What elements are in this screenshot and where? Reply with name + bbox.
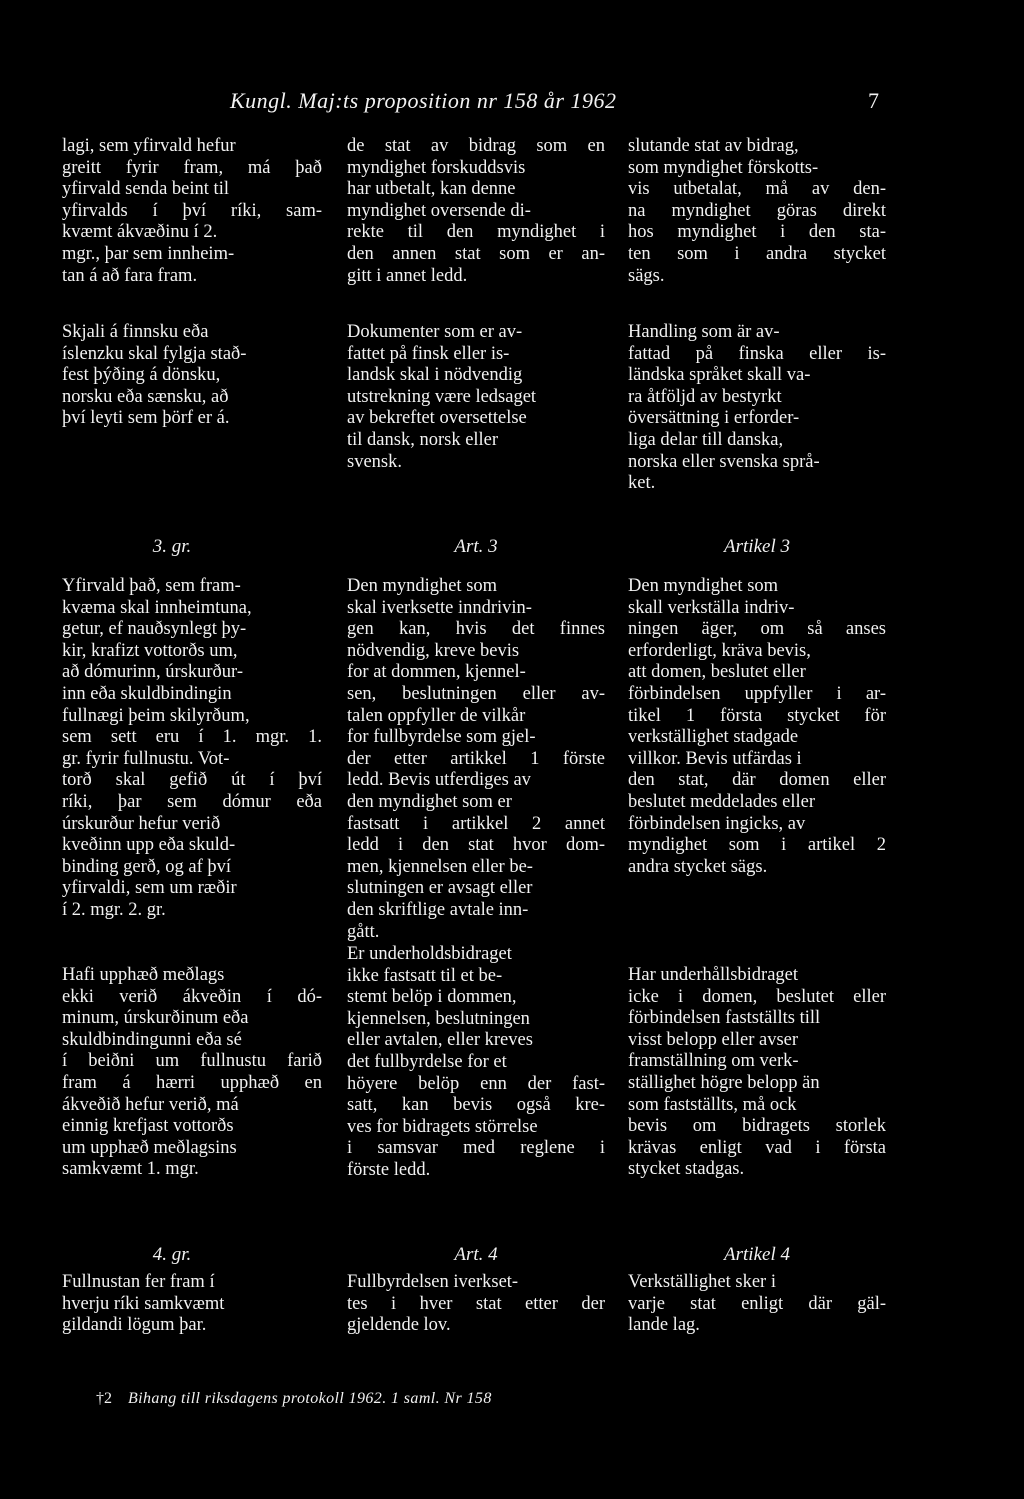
text-line: for fullbyrdelse som gjel- xyxy=(347,727,536,748)
text-line: höyere belöp enn der fast- xyxy=(347,1073,605,1094)
text-line: fastsatt i artikkel 2 annet xyxy=(347,813,605,834)
text-line: kvæmt ákvæðinu í 2. xyxy=(62,222,218,243)
text-line: Den myndighet som xyxy=(628,576,779,596)
text-line: beslutet meddelades eller xyxy=(628,791,815,812)
text-line: ekki verið ákveðin í dó- xyxy=(62,986,322,1007)
text-line: Den myndighet som xyxy=(347,576,498,596)
text-line: kveðinn upp eða skuld- xyxy=(62,835,236,856)
text-line: myndighet forskuddsvis xyxy=(347,157,526,178)
text-line: ves for bidragets störrelse xyxy=(347,1116,538,1137)
text-line: mgr., þar sem innheim- xyxy=(62,243,235,264)
text-line: stemt belöp i dommen, xyxy=(347,987,517,1008)
text-line: har utbetalt, kan denne xyxy=(347,179,516,200)
text-line: andra stycket sägs. xyxy=(628,856,768,877)
text-line: stycket stadgas. xyxy=(628,1159,745,1180)
text-line: bevis om bidragets storlek xyxy=(628,1116,886,1137)
text-line: sägs. xyxy=(628,265,665,286)
text-line: den stat, där domen eller xyxy=(628,770,886,791)
text-line: visst belopp eller avser xyxy=(628,1029,799,1050)
middle-paragraph-3 xyxy=(347,576,605,943)
left-section-heading-3: 3. gr. xyxy=(152,536,192,557)
text-line: ra åtföljd av bestyrkt xyxy=(628,386,782,407)
text-line: icke i domen, beslutet eller xyxy=(628,986,886,1007)
text-line: Hafi upphæð meðlags xyxy=(62,965,225,985)
text-line: men, kjennelsen eller be- xyxy=(347,856,533,877)
text-line: kjennelsen, beslutningen xyxy=(347,1008,530,1029)
text-line: úrskurður hefur verið xyxy=(62,813,221,834)
text-line: talen oppfyller de vilkår xyxy=(347,705,526,726)
text-line: ledd. Bevis utferdiges av xyxy=(347,770,531,791)
text-line: slutande stat av bidrag, xyxy=(628,136,799,156)
page-number: 7 xyxy=(868,88,879,113)
footer-reference: Bihang till riksdagens protokoll 1962. 1 saml. Nr 158 xyxy=(128,1390,492,1407)
text-line: slutningen er avsagt eller xyxy=(347,878,533,899)
text-line: ríki, þar sem dómur eða xyxy=(62,791,322,812)
text-line: Handling som är av- xyxy=(628,322,780,342)
text-line: liga delar till danska, xyxy=(628,429,784,450)
text-line: greitt fyrir fram, má það xyxy=(62,157,322,178)
text-line: að dómurinn, úrskurður- xyxy=(62,662,243,683)
middle-paragraph-2 xyxy=(347,322,605,473)
text-line: fattet på finsk eller is- xyxy=(347,343,510,364)
text-line: skal iverksette inndrivin- xyxy=(347,597,532,618)
right-section-heading-3: Artikel 3 xyxy=(724,536,790,557)
text-line: ställighet högre belopp än xyxy=(628,1072,820,1093)
text-line: samkvæmt 1. mgr. xyxy=(62,1159,199,1180)
text-line: Er underholdsbidraget xyxy=(347,944,512,964)
text-line: förbindelsen ingicks, av xyxy=(628,813,806,834)
text-line: framställning om verk- xyxy=(628,1051,799,1072)
text-line: myndighet som i artikel 2 xyxy=(628,835,886,856)
text-line: den myndighet som er xyxy=(347,791,512,812)
text-line: att domen, beslutet eller xyxy=(628,662,806,683)
text-line: í beiðni um fullnustu farið xyxy=(62,1051,322,1072)
text-line: ländska språket skall va- xyxy=(628,365,811,386)
text-line: yfirvaldi, sem um ræðir xyxy=(62,878,237,899)
text-line: norska eller svenska språ- xyxy=(628,451,820,472)
text-line: krävas enligt vad i första xyxy=(628,1137,886,1158)
text-line: binding gerð, og af því xyxy=(62,856,232,877)
text-line: skuldbindingunni eða sé xyxy=(62,1029,242,1050)
text-line: yfirvald senda beint til xyxy=(62,179,229,200)
text-line: torð skal gefið út í því xyxy=(62,770,322,791)
text-line: landsk skal i nödvendig xyxy=(347,365,523,386)
text-line: satt, kan bevis også kre- xyxy=(347,1095,605,1116)
text-line: ákveðið hefur verið, má xyxy=(62,1094,239,1115)
text-line: Har underhållsbidraget xyxy=(628,965,799,985)
text-line: skall verkställa indriv- xyxy=(628,597,795,618)
text-line: Yfirvald það, sem fram- xyxy=(62,576,241,596)
text-line: eller avtalen, eller kreves xyxy=(347,1030,533,1051)
text-line: Dokumenter som er av- xyxy=(347,322,523,342)
text-line: ten som i andra stycket xyxy=(628,243,886,264)
text-line: gitt i annet ledd. xyxy=(347,265,468,286)
text-line: tikel 1 första stycket för xyxy=(628,705,886,726)
text-line: getur, ef nauðsynlegt þy- xyxy=(62,619,247,640)
text-line: ikke fastsatt til et be- xyxy=(347,965,503,986)
text-line: því leyti sem þörf er á. xyxy=(62,408,230,429)
right-paragraph-3 xyxy=(628,576,886,878)
left-paragraph-4 xyxy=(62,965,322,1181)
text-line: förbindelsen fastställts till xyxy=(628,1008,821,1029)
text-line: sen, beslutningen eller av- xyxy=(347,683,605,704)
text-line: gått. xyxy=(347,921,380,942)
text-line: einnig krefjast vottorðs xyxy=(62,1116,234,1137)
text-line: norsku eða sænsku, að xyxy=(62,386,229,407)
text-line: ningen äger, om så anses xyxy=(628,619,886,640)
middle-paragraph-4 xyxy=(347,944,605,1182)
text-line: erforderligt, kräva bevis, xyxy=(628,640,811,661)
text-line: for at dommen, kjennel- xyxy=(347,662,526,683)
middle-paragraph-5 xyxy=(347,1272,605,1337)
text-line: vis utbetalat, må av den- xyxy=(628,179,886,200)
document-title: Kungl. Maj:ts proposition nr 158 år 1962 xyxy=(230,88,617,113)
page-header xyxy=(0,88,1024,118)
text-line: tes i hver stat etter der xyxy=(347,1293,605,1314)
middle-section-heading-4: Art. 4 xyxy=(454,1244,498,1265)
text-line: fattad på finska eller is- xyxy=(628,343,886,364)
left-paragraph-2 xyxy=(62,322,322,430)
text-line: Fullbyrdelsen iverkset- xyxy=(347,1272,519,1292)
text-line: Fullnustan fer fram í xyxy=(62,1272,215,1292)
text-line: hos myndighet i den sta- xyxy=(628,222,886,243)
text-line: förbindelsen uppfyller i ar- xyxy=(628,683,886,704)
text-line: som fastställts, må ock xyxy=(628,1094,797,1115)
text-line: minum, úrskurðinum eða xyxy=(62,1008,249,1029)
right-section-heading-4: Artikel 4 xyxy=(724,1244,790,1265)
text-line: kvæma skal innheimtuna, xyxy=(62,597,252,618)
text-line: lande lag. xyxy=(628,1315,700,1336)
text-line: sem sett eru í 1. mgr. 1. xyxy=(62,727,322,748)
text-line: um upphæð meðlagsins xyxy=(62,1137,237,1158)
text-line: Verkställighet sker i xyxy=(628,1272,776,1292)
text-line: ledd i den stat hvor dom- xyxy=(347,835,605,856)
text-line: av bekreftet oversettelse xyxy=(347,408,527,429)
text-line: de stat av bidrag som en xyxy=(347,136,605,156)
right-paragraph-5 xyxy=(628,1272,886,1337)
text-line: i samsvar med reglene i xyxy=(347,1138,605,1159)
text-line: kir, krafizt vottorðs um, xyxy=(62,640,238,661)
text-line: som myndighet förskotts- xyxy=(628,157,819,178)
middle-paragraph-1 xyxy=(347,136,605,287)
text-line: inn eða skuldbindingin xyxy=(62,683,232,704)
text-line: utstrekning være ledsaget xyxy=(347,386,537,407)
text-line: gen kan, hvis det finnes xyxy=(347,619,605,640)
text-line: í 2. mgr. 2. gr. xyxy=(62,899,166,920)
text-line: förste ledd. xyxy=(347,1159,431,1180)
text-line: fram á hærri upphæð en xyxy=(62,1072,322,1093)
text-line: gjeldende lov. xyxy=(347,1315,451,1336)
text-line: verkställighet stadgade xyxy=(628,727,799,748)
text-line: rekte til den myndighet i xyxy=(347,222,605,243)
right-paragraph-1 xyxy=(628,136,886,287)
left-section-heading-4: 4. gr. xyxy=(152,1244,192,1265)
text-line: na myndighet göras direkt xyxy=(628,200,886,221)
text-line: íslenzku skal fylgja stað- xyxy=(62,343,247,364)
right-paragraph-4 xyxy=(628,965,886,1181)
text-line: gildandi lögum þar. xyxy=(62,1315,207,1336)
text-line: hverju ríki samkvæmt xyxy=(62,1293,225,1314)
text-line: nödvendig, kreve bevis xyxy=(347,640,520,661)
text-line: översättning i erforder- xyxy=(628,408,800,429)
left-paragraph-1 xyxy=(62,136,322,287)
text-line: gr. fyrir fullnustu. Vot- xyxy=(62,748,230,769)
text-line: svensk. xyxy=(347,451,402,472)
right-paragraph-2 xyxy=(628,322,886,495)
footer-mark: †2 xyxy=(96,1390,112,1407)
text-line: fest þýðing á dönsku, xyxy=(62,365,221,386)
text-line: lagi, sem yfirvald hefur xyxy=(62,136,236,156)
text-line: yfirvalds í því ríki, sam- xyxy=(62,200,322,221)
left-paragraph-3 xyxy=(62,576,322,922)
text-line: villkor. Bevis utfärdas i xyxy=(628,748,802,769)
text-line: Skjali á finnsku eða xyxy=(62,322,209,342)
text-line: den annen stat som er an- xyxy=(347,243,605,264)
text-line: fullnægi þeim skilyrðum, xyxy=(62,705,250,726)
middle-section-heading-3: Art. 3 xyxy=(454,536,498,557)
text-line: ket. xyxy=(628,473,656,494)
text-line: den skriftlige avtale inn- xyxy=(347,899,529,920)
text-line: der etter artikkel 1 förste xyxy=(347,748,605,769)
text-line: det fullbyrdelse for et xyxy=(347,1051,507,1072)
left-paragraph-5 xyxy=(62,1272,322,1337)
text-line: tan á að fara fram. xyxy=(62,265,198,286)
text-line: til dansk, norsk eller xyxy=(347,429,499,450)
text-line: myndighet oversende di- xyxy=(347,200,531,221)
page-footer xyxy=(96,1390,492,1408)
text-line: varje stat enligt där gäl- xyxy=(628,1293,886,1314)
